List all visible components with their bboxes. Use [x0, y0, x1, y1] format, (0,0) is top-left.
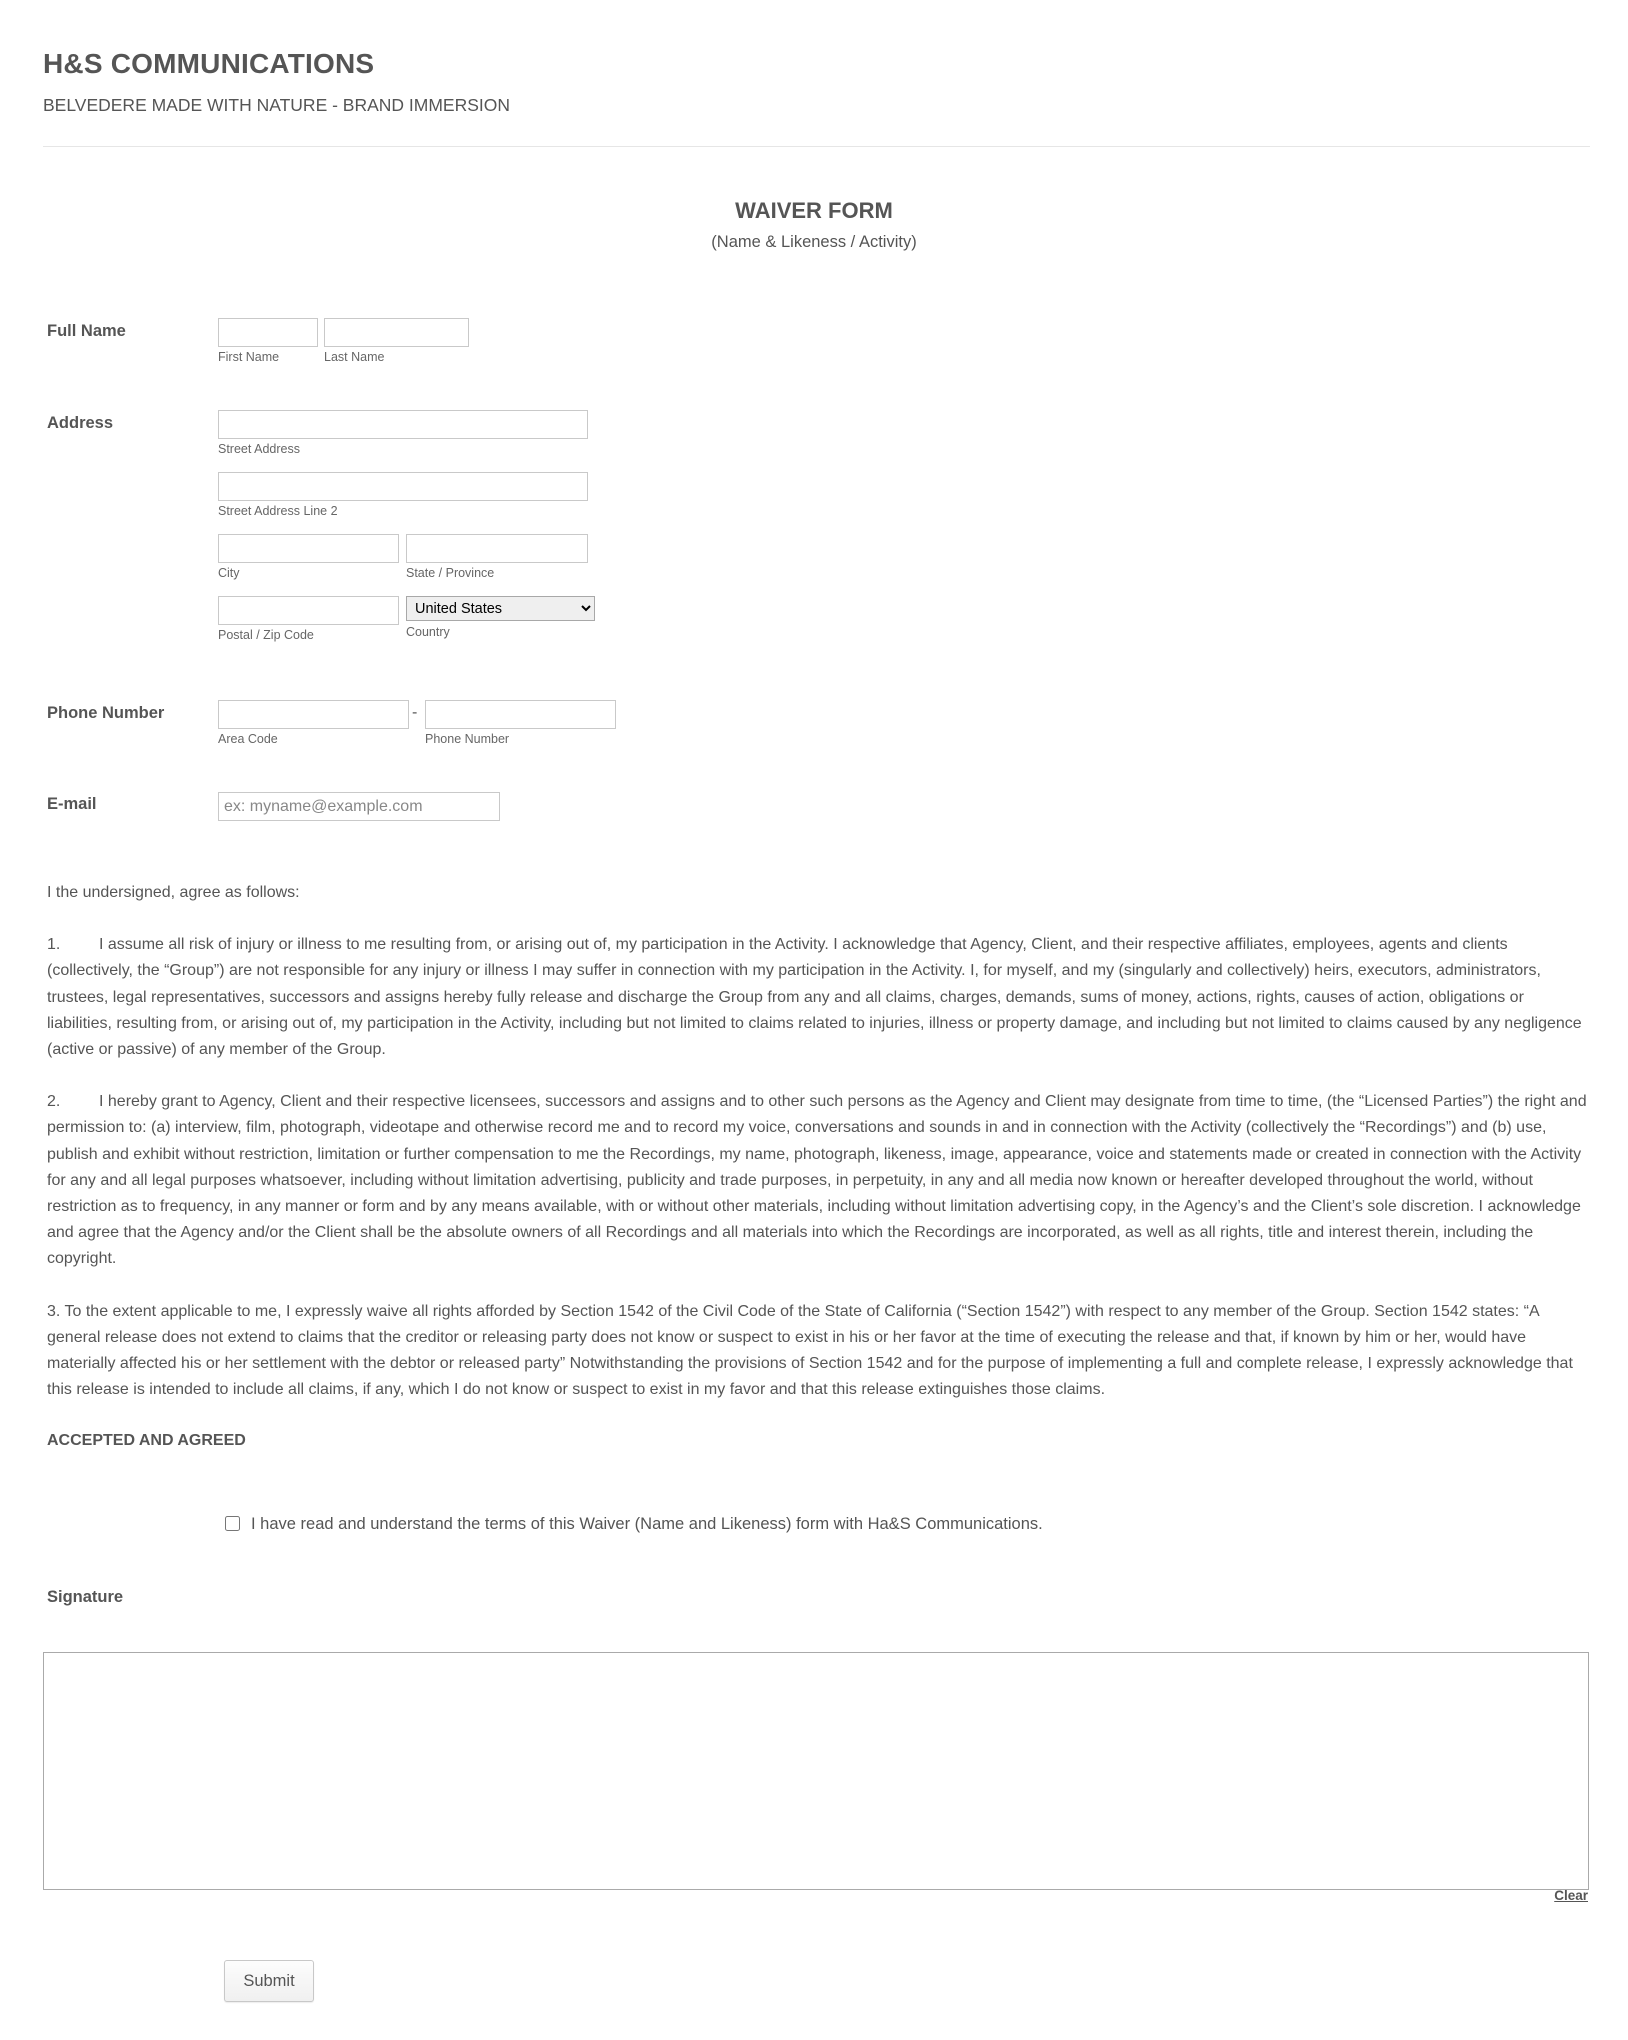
country-select[interactable]: [406, 596, 595, 621]
agreement-checkbox[interactable]: [225, 1516, 240, 1531]
phone-separator: -: [412, 704, 418, 721]
terms-paragraph-3: 3. To the extent applicable to me, I expressly waive all rights afforded by Section 1542 of the Civil Code of the State of California (“Section 1542”) with respect to any member of the Group. Section 1542 states: “A general release does not extend to claims that the creditor or releasing party does not know or suspect to exist in his or her favor at the time of executing the release and that, if known by him or her, would have materially affected his or her settlement with the debtor or released party” Notwithstanding the provisions of Section 1542 and for the purpose of implementing a full and complete release, I expressly acknowledge that this release is intended to include all claims, if any, which I do not know or suspect to exist in my favor and that this release extinguishes those claims.: [47, 1302, 1573, 1399]
postal-code-sublabel: Postal / Zip Code: [218, 628, 314, 642]
address-label: Address: [47, 414, 114, 432]
city-input[interactable]: [218, 534, 399, 563]
terms-paragraph-2: [47, 1089, 1587, 1272]
signature-pad[interactable]: [43, 1652, 1589, 1890]
terms-paragraph-2-text: I hereby grant to Agency, Client and their respective licensees, successors and assigns and to other such persons as the Agency and Client may designate from time to time, (the “Licensed Parties”) the right and permission to: (a) interview, film, photograph, videotape and otherwise record me and to record my voice, conversations and sounds in and in connection with the Activity (collectively the “Recordings”) and (b) use, publish and exhibit without restriction, limitation or further compensation to me the Recordings, my name, photograph, likeness, image, appearance, voice and statements made or created in connection with the Activity for any and all legal purposes whatsoever, including without limitation advertising, publicity and trade purposes, in perpetuity, in any and all media now known or hereafter developed throughout the world, without restriction as to frequency, in any manner or form and by any means available, with or without other materials, including without limitation advertising copy, in the Agency’s and the Client’s sole discretion. I acknowledge and agree that the Agency and/or the Client shall be the absolute owners of all Recordings and all materials into which the Recordings are incorporated, as well as all rights, title and interest therein, including the copyright.: [47, 1093, 1587, 1268]
city-sublabel: City: [218, 566, 240, 580]
submit-button[interactable]: Submit: [224, 1960, 314, 2002]
waiver-terms: [47, 880, 1587, 1429]
state-province-input[interactable]: [406, 534, 588, 563]
form-subtitle: (Name & Likeness / Activity): [711, 233, 917, 251]
terms-paragraph-1-number: 1.: [47, 936, 61, 954]
agreement-checkbox-label[interactable]: I have read and understand the terms of this Waiver (Name and Likeness) form with Ha&S Communications.: [251, 1515, 1043, 1533]
last-name-input[interactable]: [324, 318, 469, 347]
terms-paragraph-2-number: 2.: [47, 1093, 61, 1111]
accepted-and-agreed-heading: ACCEPTED AND AGREED: [47, 1432, 246, 1449]
email-input[interactable]: [218, 792, 500, 821]
email-label: E-mail: [47, 795, 97, 813]
area-code-sublabel: Area Code: [218, 732, 278, 746]
street-address-line2-sublabel: Street Address Line 2: [218, 504, 338, 518]
event-name: BELVEDERE MADE WITH NATURE - BRAND IMMERSION: [43, 95, 511, 115]
postal-code-input[interactable]: [218, 596, 399, 625]
state-province-sublabel: State / Province: [406, 566, 495, 580]
street-address-line2-input[interactable]: [218, 472, 588, 501]
last-name-sublabel: Last Name: [324, 350, 385, 364]
clear-signature-link[interactable]: Clear: [1554, 1888, 1588, 1903]
first-name-input[interactable]: [218, 318, 318, 347]
full-name-label: Full Name: [47, 322, 126, 340]
terms-paragraph-1-text: I assume all risk of injury or illness to me resulting from, or arising out of, my participation in the Activity. I acknowledge that Agency, Client, and their respective affiliates, employees, agents and clients (collectively, the “Group”) are not responsible for any injury or illness I may suffer in connection with my participation in the Activity. I, for myself, and my (singularly and collectively) heirs, executors, administrators, trustees, legal representatives, successors and assigns hereby fully release and discharge the Group from any and all claims, charges, demands, sums of money, actions, rights, causes of action, obligations or liabilities, resulting from, or arising out of, my participation in the Activity, including but not limited to claims related to injuries, illness or property damage, and including but not limited to claims caused by any negligence (active or passive) of any member of the Group.: [47, 936, 1582, 1059]
first-name-sublabel: First Name: [218, 350, 280, 364]
signature-label: Signature: [47, 1588, 124, 1606]
form-title: WAIVER FORM: [735, 198, 893, 223]
company-name: H&S COMMUNICATIONS: [43, 48, 375, 79]
header-divider: [43, 146, 1590, 147]
street-address-sublabel: Street Address: [218, 442, 300, 456]
phone-number-input[interactable]: [425, 700, 616, 729]
phone-number-label: Phone Number: [47, 704, 165, 722]
terms-intro: I the undersigned, agree as follows:: [47, 884, 300, 901]
street-address-input[interactable]: [218, 410, 588, 439]
country-sublabel: Country: [406, 625, 450, 639]
terms-paragraph-1: [47, 932, 1587, 1063]
phone-number-sublabel: Phone Number: [425, 732, 510, 746]
area-code-input[interactable]: [218, 700, 409, 729]
